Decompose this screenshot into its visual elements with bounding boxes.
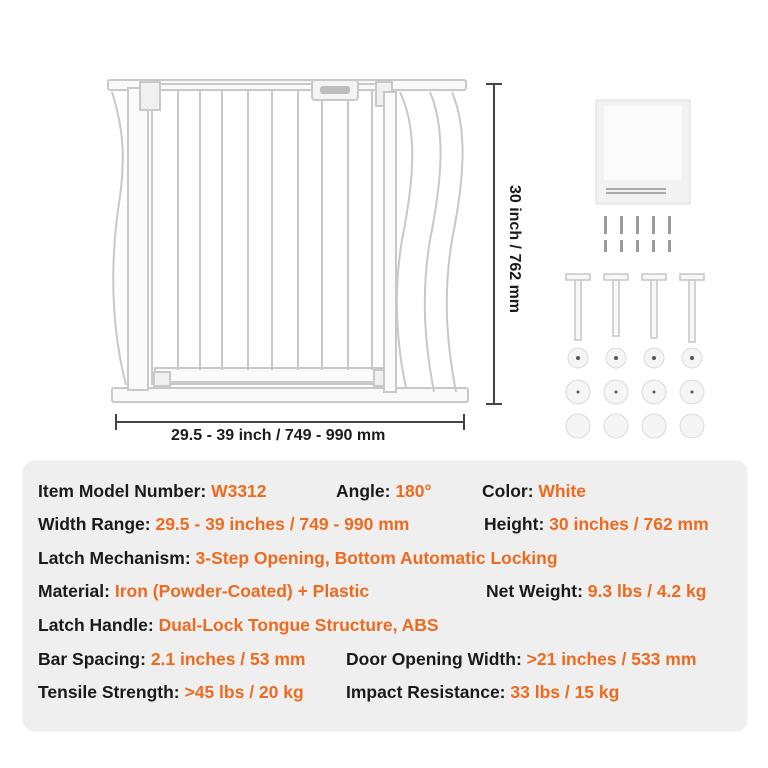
- spec-label: Angle:: [336, 481, 396, 501]
- width-dimension-label: 29.5 - 39 inch / 749 - 990 mm: [171, 427, 386, 444]
- spec-value: >21 inches / 533 mm: [526, 649, 697, 669]
- spec-value: 180°: [395, 481, 432, 501]
- spec-door-opening: [346, 649, 696, 670]
- spec-width: [38, 514, 409, 535]
- spec-value: 30 inches / 762 mm: [549, 514, 709, 534]
- spec-latch: [38, 548, 558, 569]
- spec-value: >45 lbs / 20 kg: [184, 682, 304, 702]
- spec-label: Height:: [484, 514, 550, 534]
- spec-label: Item Model Number:: [38, 481, 212, 501]
- spec-label: Tensile Strength:: [38, 682, 185, 702]
- accessories-image: [566, 100, 704, 438]
- spec-label: Bar Spacing:: [38, 649, 151, 669]
- spec-height: [484, 514, 709, 535]
- spec-value: 2.1 inches / 53 mm: [150, 649, 306, 669]
- specifications-panel: [24, 462, 746, 730]
- spec-value: 9.3 lbs / 4.2 kg: [587, 581, 707, 601]
- spec-weight: [486, 581, 706, 602]
- spec-label: Material:: [38, 581, 115, 601]
- spec-label: Impact Resistance:: [346, 682, 511, 702]
- spec-value: 33 lbs / 15 kg: [510, 682, 620, 702]
- spec-material: [38, 581, 369, 602]
- spec-angle: [336, 481, 432, 502]
- spec-value: 3-Step Opening, Bottom Automatic Locking: [195, 548, 558, 568]
- spec-label: Door Opening Width:: [346, 649, 527, 669]
- spec-handle: [38, 615, 439, 636]
- spec-label: Width Range:: [38, 514, 156, 534]
- height-dimension-line: [486, 84, 502, 404]
- spec-value: Iron (Powder-Coated) + Plastic: [114, 581, 370, 601]
- spec-value: White: [538, 481, 587, 501]
- spec-color: [482, 481, 586, 502]
- spec-label: Color:: [482, 481, 539, 501]
- spec-bar-spacing: [38, 649, 305, 670]
- spec-value: Dual-Lock Tongue Structure, ABS: [158, 615, 439, 635]
- height-dimension-label: 30 inch / 762 mm: [506, 184, 523, 314]
- safety-gate-image: [108, 80, 468, 402]
- spec-label: Latch Mechanism:: [38, 548, 196, 568]
- spec-model: [38, 481, 267, 502]
- spec-value: 29.5 - 39 inches / 749 - 990 mm: [155, 514, 410, 534]
- spec-label: Latch Handle:: [38, 615, 159, 635]
- spec-label: Net Weight:: [486, 581, 588, 601]
- spec-tensile: [38, 682, 304, 703]
- spec-value: W3312: [211, 481, 267, 501]
- spec-impact: [346, 682, 619, 703]
